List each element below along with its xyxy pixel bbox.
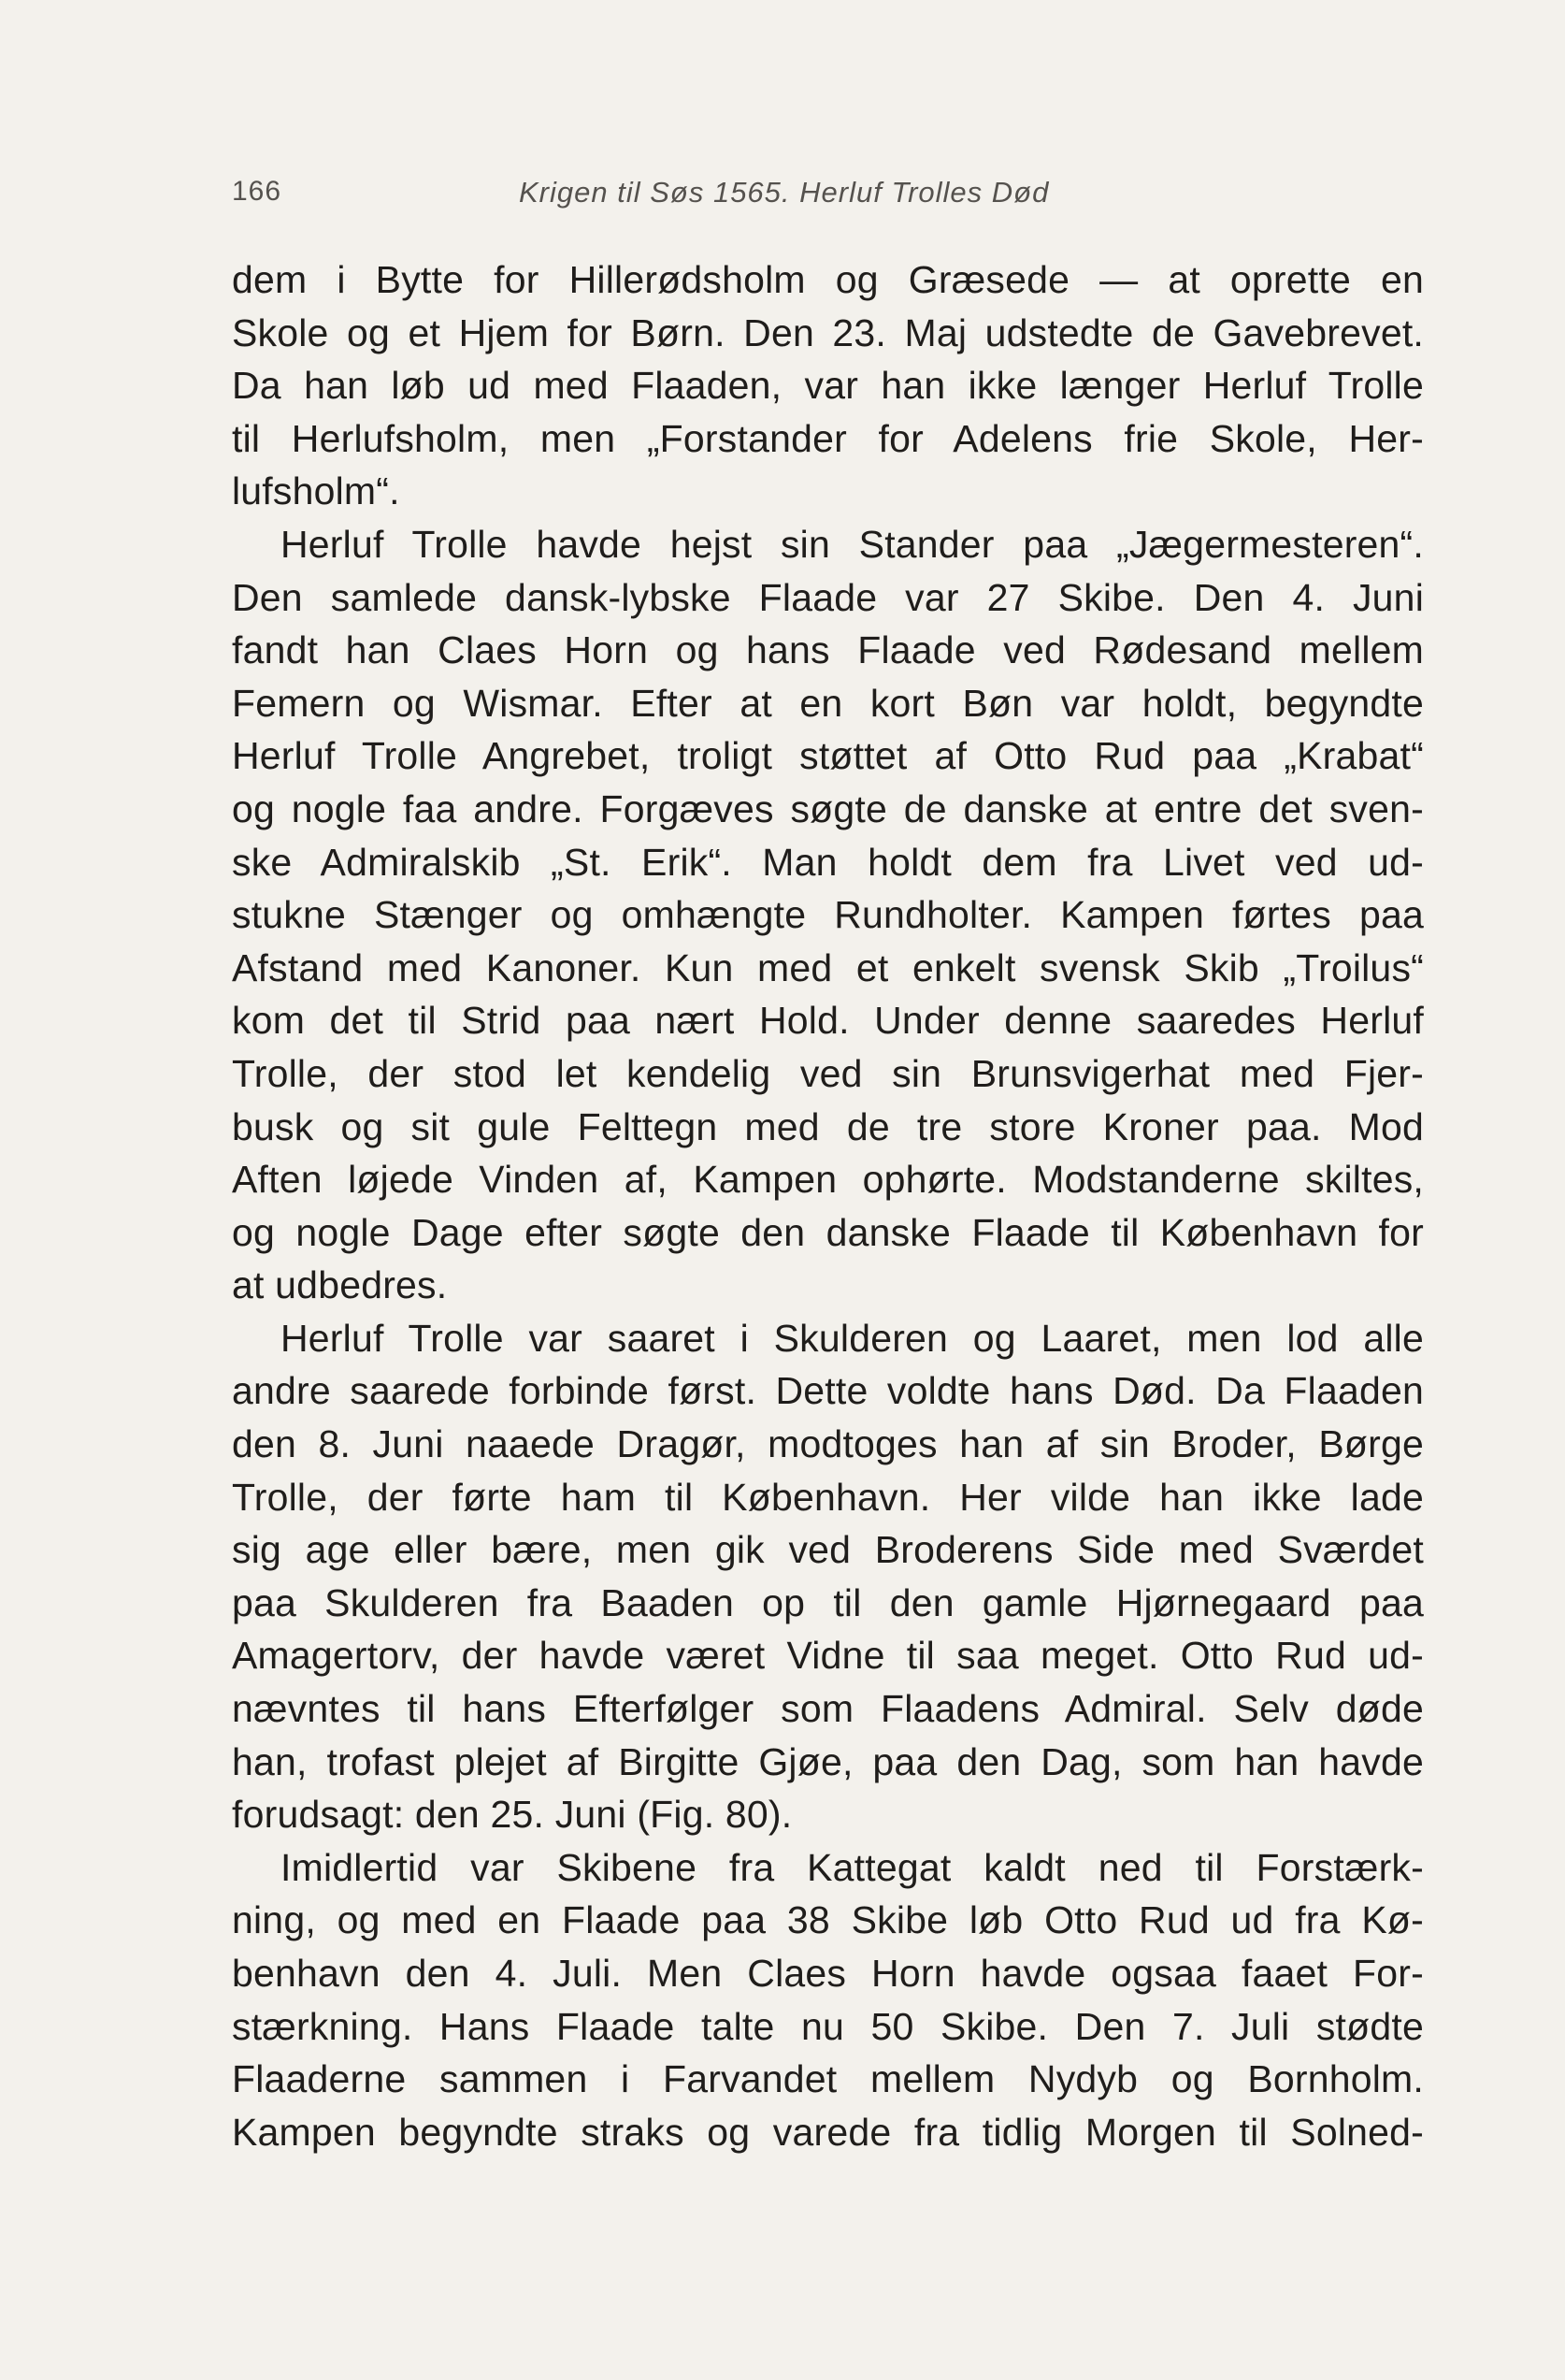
body-text [232,253,1424,2158]
text-line: Trolle, der stod let kendelig ved sin Brunsvigerhat med Fjer- [232,1051,1424,1095]
text-line: Herluf Trolle Angrebet, troligt støttet af Otto Rud paa „Krabat“ [232,734,1424,778]
text-line: Skole og et Hjem for Børn. Den 23. Maj udstedte de Gavebrevet. [232,310,1424,354]
text-line: Femern og Wismar. Efter at en kort Bøn var holdt, begyndte [232,681,1424,725]
text-line: sig age eller bære, men gik ved Broderens Side med Sværdet [232,1528,1424,1572]
text-line: stærkning. Hans Flaade talte nu 50 Skibe. Den 7. Juli stødte [232,2004,1424,2048]
text-line: dem i Bytte for Hillerødsholm og Græsede — at oprette en [232,258,1424,301]
text-line: og nogle Dage efter søgte den danske Flaade til København for [232,1210,1424,1254]
paragraph [232,1841,1424,2159]
text-line: Flaaderne sammen i Farvandet mellem Nydyb og Bornholm. [232,2057,1424,2101]
paragraph [232,1312,1424,1841]
text-line: Da han løb ud med Flaaden, var han ikke længer Herluf Trolle [232,364,1424,408]
paragraph [232,518,1424,1312]
text-line: andre saarede forbinde først. Dette voldte hans Død. Da Flaaden [232,1369,1424,1413]
text-line: Imidlertid var Skibene fra Kattegat kaldt ned til Forstærk- [280,1845,1424,1889]
text-line: Herluf Trolle var saaret i Skulderen og Laaret, men lod alle [280,1316,1424,1360]
text-line: forudsagt: den 25. Juni (Fig. 80). [232,1793,793,1837]
text-line: Den samlede dansk-lybske Flaade var 27 Skibe. Den 4. Juni [232,575,1424,619]
text-line: Aften løjede Vinden af, Kampen ophørte. Modstanderne skiltes, [232,1158,1424,1202]
text-line: Herluf Trolle havde hejst sin Stander paa „Jægermesteren“. [280,522,1424,566]
text-line: benhavn den 4. Juli. Men Claes Horn havde ogsaa faaet For- [232,1952,1424,1995]
text-line: Trolle, der førte ham til København. Her vilde han ikke lade [232,1475,1424,1519]
text-line: paa Skulderen fra Baaden op til den gamle Hjørnegaard paa [232,1580,1424,1624]
text-line: og nogle faa andre. Forgæves søgte de danske at entre det sven- [232,786,1424,830]
text-line: Amagertorv, der havde været Vidne til saa meget. Otto Rud ud- [232,1634,1424,1678]
text-line: den 8. Juni naaede Dragør, modtoges han af sin Broder, Børge [232,1422,1424,1466]
text-line: ske Admiralskib „St. Erik“. Man holdt dem fra Livet ved ud- [232,840,1424,884]
text-line: til Herlufsholm, men „Forstander for Adelens frie Skole, Her- [232,416,1424,460]
text-line: han, trofast plejet af Birgitte Gjøe, paa den Dag, som han havde [232,1739,1424,1783]
text-line: Kampen begyndte straks og varede fra tidlig Morgen til Solned- [232,2110,1424,2154]
text-line: nævntes til hans Efterfølger som Flaadens Admiral. Selv døde [232,1687,1424,1731]
text-line: fandt han Claes Horn og hans Flaade ved Rødesand mellem [232,628,1424,672]
text-line: at udbedres. [232,1263,448,1307]
text-line: ning, og med en Flaade paa 38 Skibe løb Otto Rud ud fra Kø- [232,1898,1424,1942]
paragraph [232,253,1424,518]
running-head [0,176,1565,223]
text-line: lufsholm“. [232,469,400,513]
running-title: Krigen til Søs 1565. Herluf Trolles Død [519,176,1050,209]
page-number: 166 [232,176,282,207]
text-line: kom det til Strid paa nært Hold. Under denne saaredes Herluf [232,999,1424,1043]
text-line: stukne Stænger og omhængte Rundholter. Kampen førtes paa [232,893,1424,937]
text-line: Afstand med Kanoner. Kun med et enkelt svensk Skib „Troilus“ [232,945,1424,989]
text-line: busk og sit gule Felttegn med de tre store Kroner paa. Mod [232,1104,1424,1148]
